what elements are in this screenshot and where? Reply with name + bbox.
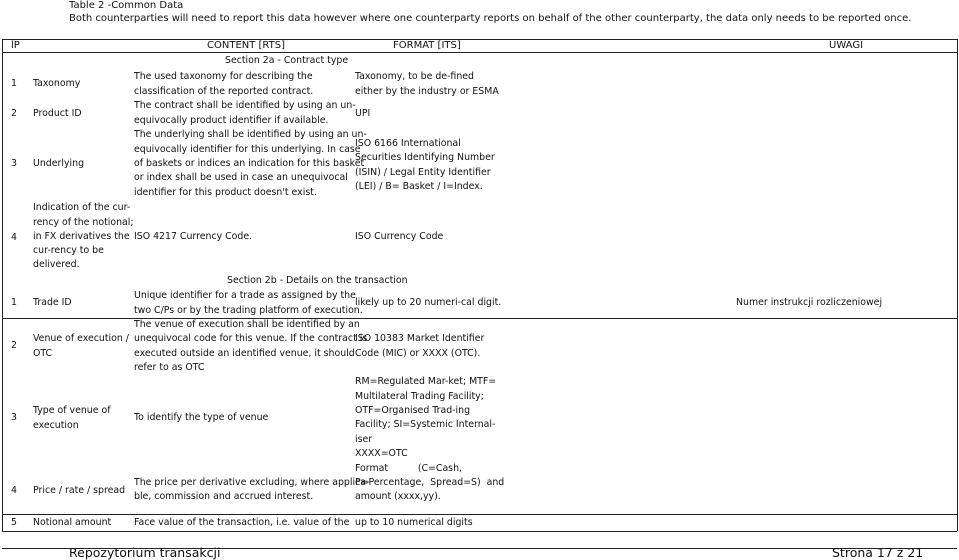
row-b1-format: likely up to 20 numeri-cal digit.: [355, 297, 502, 308]
row-b1-content: two C/Ps or by the trading platform of execution.: [134, 305, 363, 316]
row-a1-num: 1: [11, 78, 17, 89]
row-a4-content: ISO 4217 Currency Code.: [134, 231, 253, 242]
row-b2-field: Venue of execution /: [33, 333, 129, 344]
row-b2-content: The venue of execution shall be identified by an: [134, 319, 360, 330]
row-a3-field: Underlying: [33, 158, 85, 169]
row-b2-field: OTC: [33, 348, 53, 359]
col-header-format: FORMAT [ITS]: [393, 40, 461, 51]
col-header-notes: UWAGI: [829, 40, 864, 51]
row-b5-num: 5: [11, 517, 17, 528]
row-a4-field: Indication of the cur-: [33, 202, 131, 213]
header-bottom-border: [2, 52, 957, 53]
row-b5-field: Notional amount: [33, 517, 112, 528]
row-a1-content: The used taxonomy for describing the: [134, 71, 313, 82]
row-a4-field: rency of the notional;: [33, 217, 134, 228]
row-b4-format: amount (xxxx,yy).: [355, 491, 441, 502]
row-a3-format: Securities Identifying Number: [355, 152, 495, 163]
row-a4-field: in FX derivatives the: [33, 231, 130, 242]
row-a4-field: delivered.: [33, 259, 80, 270]
row-b1-field: Trade ID: [33, 297, 72, 308]
row-b3-format: Facility; SI=Systemic Internal-: [355, 419, 496, 430]
col-header-lp: lP: [11, 40, 20, 51]
row-a3-format: (ISIN) / Legal Entity Identifier: [355, 167, 491, 178]
row-border: [2, 514, 957, 515]
row-b2-content: refer to as OTC: [134, 362, 205, 373]
row-b3-format: RM=Regulated Mar-ket; MTF=: [355, 376, 497, 387]
row-a1-format: Taxonomy, to be de-fined: [355, 71, 474, 82]
table-title: Table 2 -Common Data: [69, 0, 184, 11]
row-b4-format: Format (C=Cash,: [355, 463, 462, 474]
row-b2-content: executed outside an identified venue, it should: [134, 348, 355, 359]
row-b2-format: Code (MIC) or XXXX (OTC).: [355, 348, 481, 359]
row-b3-content: To identify the type of venue: [134, 412, 269, 423]
row-a2-content: equivocally product identifier if available.: [134, 115, 329, 126]
row-a1-content: classification of the reported contract.: [134, 86, 314, 97]
row-a3-content: identifier for this product doesn't exist.: [134, 187, 317, 198]
row-a3-format: ISO 6166 International: [355, 138, 461, 149]
row-b2-format: ISO 10383 Market Identifier: [355, 333, 485, 344]
row-b1-num: 1: [11, 297, 17, 308]
row-b3-field: Type of venue of: [33, 405, 111, 416]
row-b3-format: XXXX=OTC: [355, 448, 408, 459]
row-b4-format: P=Percentage, Spread=S) and: [355, 477, 505, 488]
col-header-content: CONTENT [RTS]: [207, 40, 286, 51]
row-a2-num: 2: [11, 108, 17, 119]
table-top-border: [2, 39, 957, 40]
row-a2-field: Product ID: [33, 108, 82, 119]
section-2a-heading: Section 2a - Contract type: [225, 55, 349, 66]
row-a3-content: or index shall be used in case an unequivocal: [134, 172, 348, 183]
row-b3-num: 3: [11, 412, 17, 423]
row-b5-content: Face value of the transaction, i.e. value of the: [134, 517, 350, 528]
row-b1-notes: Numer instrukcji rozliczeniowej: [736, 297, 883, 308]
row-b3-format: iser: [355, 434, 373, 445]
row-a1-field: Taxonomy: [33, 78, 81, 89]
row-a4-format: ISO Currency Code: [355, 231, 444, 242]
table-subtitle: Both counterparties will need to report this data however where one counterparty reports on behalf of the other counterparty, the data only needs to be reported once.: [69, 13, 912, 24]
row-a1-format: either by the industry or ESMA: [355, 86, 499, 97]
table-bottom-border: [2, 531, 957, 532]
row-a3-content: The underlying shall be identified by using an un-: [134, 129, 367, 140]
row-a3-num: 3: [11, 158, 17, 169]
row-b4-field: Price / rate / spread: [33, 485, 126, 496]
footer-title: Repozytorium transakcji: [69, 545, 221, 560]
table-left-border: [2, 39, 3, 531]
row-a3-content: equivocally identifier for this underlying. In case: [134, 144, 361, 155]
row-b5-format: up to 10 numerical digits: [355, 517, 473, 528]
row-a3-content: of baskets or indices an indication for this basket: [134, 158, 365, 169]
row-a4-field: cur-rency to be: [33, 245, 104, 256]
row-a4-num: 4: [11, 232, 17, 243]
row-b4-content: ble, commission and accrued interest.: [134, 491, 314, 502]
row-b2-num: 2: [11, 340, 17, 351]
row-a3-format: (LEI) / B= Basket / I=Index.: [355, 181, 483, 192]
row-b4-content: The price per derivative excluding, where applica-: [134, 477, 370, 488]
row-b3-field: execution: [33, 420, 79, 431]
section-2b-heading: Section 2b - Details on the transaction: [227, 275, 408, 286]
row-a2-format: UPI: [355, 108, 371, 119]
row-b1-content: Unique identifier for a trade as assigned by the: [134, 290, 356, 301]
page-number: Strona 17 z 21: [832, 545, 924, 560]
row-b3-format: OTF=Organised Trad-ing: [355, 405, 471, 416]
row-b4-num: 4: [11, 485, 17, 496]
row-b2-content: unequivocal code for this venue. If the contract is: [134, 333, 368, 344]
row-b3-format: Multilateral Trading Facility;: [355, 391, 484, 402]
table-right-border: [957, 39, 958, 531]
row-a2-content: The contract shall be identified by using an un-: [134, 100, 356, 111]
